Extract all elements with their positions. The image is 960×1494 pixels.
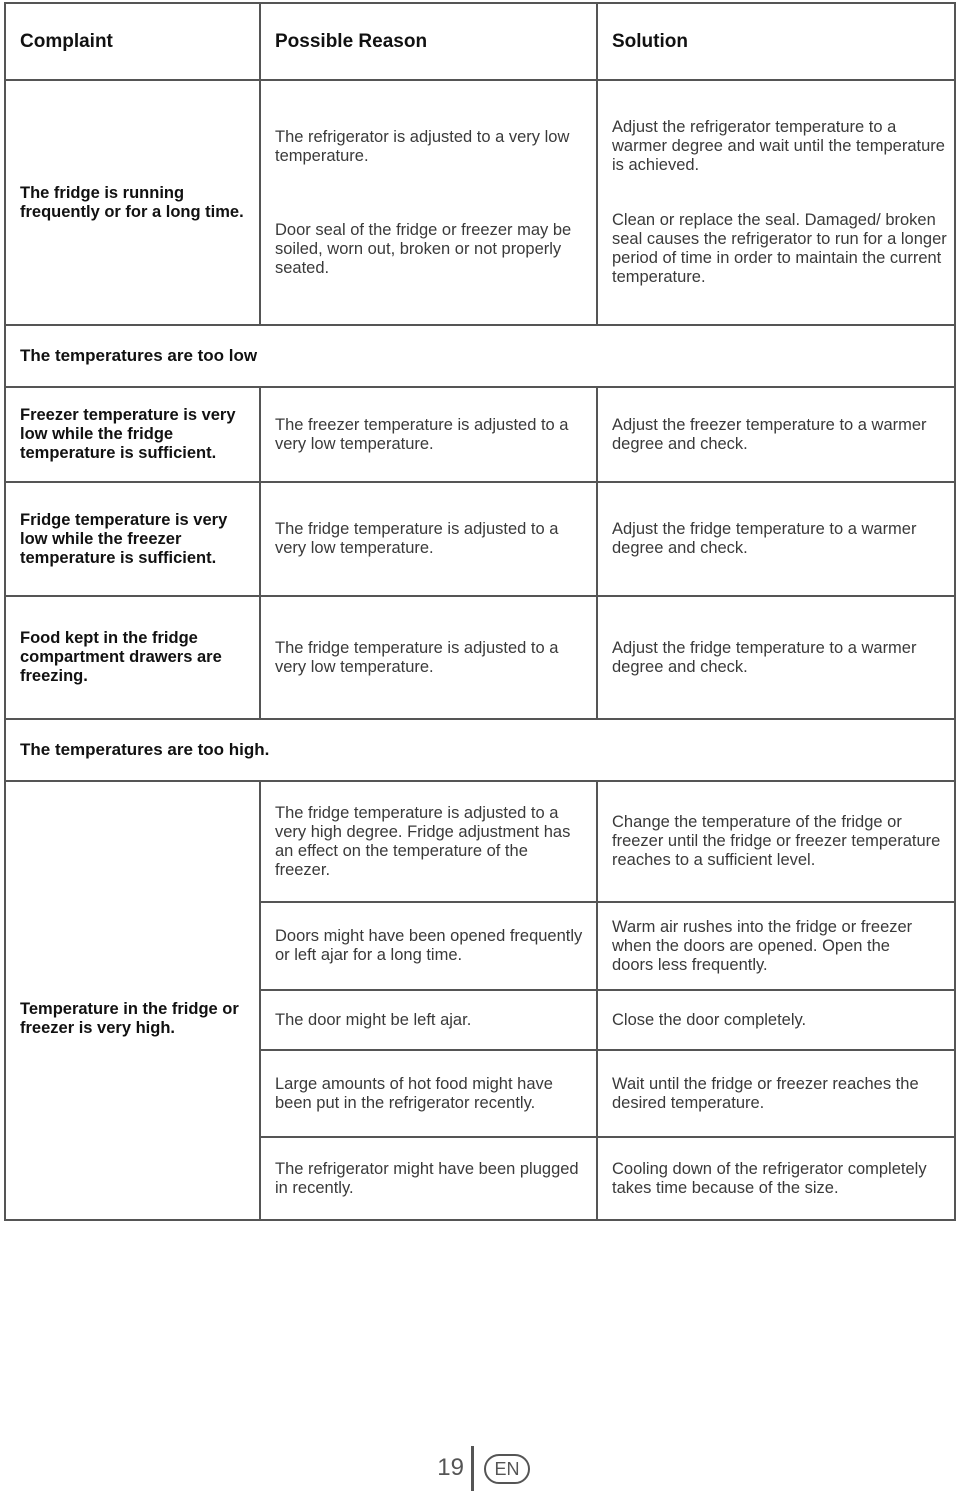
complaint-cell xyxy=(20,81,252,324)
section-heading-cell xyxy=(20,326,950,386)
reason-text: The refrigerator might have been plugged in recently. xyxy=(275,1159,579,1197)
column-rule xyxy=(596,386,598,718)
header-solution: Solution xyxy=(612,30,688,52)
solution-text: Warm air rushes into the fridge or freezer when the doors are opened. Open the doors less frequently. xyxy=(612,917,913,974)
solution-text: Adjust the fridge temperature to a warmer degree and check. xyxy=(612,520,917,557)
reason-cell xyxy=(275,991,587,1049)
footer-divider xyxy=(471,1446,474,1491)
column-rule xyxy=(596,780,598,1221)
reason-text: The door might be left ajar. xyxy=(275,1010,472,1029)
reason-text: The freezer temperature is adjusted to a very low temperature. xyxy=(275,415,569,453)
complaint-cell xyxy=(20,597,238,718)
reason-cell xyxy=(275,597,587,718)
solution-cell xyxy=(612,903,928,989)
header-possible-reason: Possible Reason xyxy=(275,30,428,52)
column-rule xyxy=(596,4,598,324)
section-heading-too-low: The temperatures are too low xyxy=(20,346,258,365)
solution-text: Close the door completely. xyxy=(612,1010,807,1029)
complaint-text: Temperature in the fridge or freezer is very high. xyxy=(20,999,239,1037)
reason-text: Door seal of the fridge or freezer may be soiled, worn out, broken or not properly seated. xyxy=(275,220,572,277)
solution-text: Change the temperature of the fridge or freezer until the fridge or freezer temperature reaches to a sufficient level. xyxy=(612,813,941,869)
reason-cell xyxy=(275,483,587,595)
reason-cell xyxy=(275,903,587,989)
reason-text: Doors might have been opened frequently or left ajar for a long time. xyxy=(275,927,583,964)
page-footer xyxy=(0,1446,960,1494)
solution-text: Adjust the freezer temperature to a warmer degree and check. xyxy=(612,415,927,453)
solution-text: Cooling down of the refrigerator completely takes time because of the size. xyxy=(612,1159,927,1197)
solution-cell xyxy=(612,1138,934,1219)
solution-cell xyxy=(612,1051,942,1136)
solution-text: Clean or replace the seal. Damaged/ broken seal causes the refrigerator to run for a longer period of time in order to maintain the current temperature. xyxy=(612,211,947,286)
reason-cell xyxy=(275,388,587,481)
reason-text: The fridge temperature is adjusted to a very low temperature. xyxy=(275,638,559,676)
reason-text: The fridge temperature is adjusted to a very high degree. Fridge adjustment has an effect on the temperature of the freezer. xyxy=(275,803,571,879)
header-complaint-cell xyxy=(20,4,256,79)
section-heading-cell xyxy=(20,720,950,780)
solution-cell xyxy=(612,991,942,1049)
complaint-text: Food kept in the fridge compartment drawers are freezing. xyxy=(20,629,222,685)
reason-list xyxy=(275,128,587,278)
solution-cell xyxy=(612,597,942,718)
complaint-text: Fridge temperature is very low while the freezer temperature is sufficient. xyxy=(20,510,228,567)
column-rule xyxy=(259,780,261,1221)
complaint-text: The fridge is running frequently or for a long time. xyxy=(20,183,244,221)
column-rule xyxy=(259,4,261,324)
reason-text: Large amounts of hot food might have been put in the refrigerator recently. xyxy=(275,1074,553,1112)
reason-text: The fridge temperature is adjusted to a very low temperature. xyxy=(275,520,559,557)
reason-cell xyxy=(275,81,587,324)
language-badge: EN xyxy=(484,1454,530,1484)
solution-cell xyxy=(612,483,942,595)
troubleshooting-table xyxy=(4,2,956,1221)
reason-cell xyxy=(275,1051,587,1136)
section-heading-too-high: The temperatures are too high. xyxy=(20,740,270,759)
complaint-cell xyxy=(20,388,254,481)
solution-cell xyxy=(612,81,948,324)
reason-text: The refrigerator is adjusted to a very low temperature. xyxy=(275,127,570,165)
column-rule xyxy=(259,386,261,718)
solution-text: Adjust the refrigerator temperature to a warmer degree and wait until the temperature is achieved. xyxy=(612,118,945,174)
header-reason-cell xyxy=(275,4,593,79)
complaint-text: Freezer temperature is very low while the fridge temperature is sufficient. xyxy=(20,406,236,462)
complaint-cell xyxy=(20,901,246,1136)
solution-text: Adjust the fridge temperature to a warmer degree and check. xyxy=(612,638,917,676)
reason-cell xyxy=(275,782,587,901)
header-solution-cell xyxy=(612,4,952,79)
solution-cell xyxy=(612,782,952,901)
page-number: 19 xyxy=(437,1454,464,1481)
header-complaint: Complaint xyxy=(20,30,113,52)
solution-text: Wait until the fridge or freezer reaches the desired temperature. xyxy=(612,1074,919,1112)
complaint-cell xyxy=(20,483,238,595)
solution-cell xyxy=(612,388,942,481)
solution-list xyxy=(612,118,948,287)
reason-cell xyxy=(275,1138,587,1219)
